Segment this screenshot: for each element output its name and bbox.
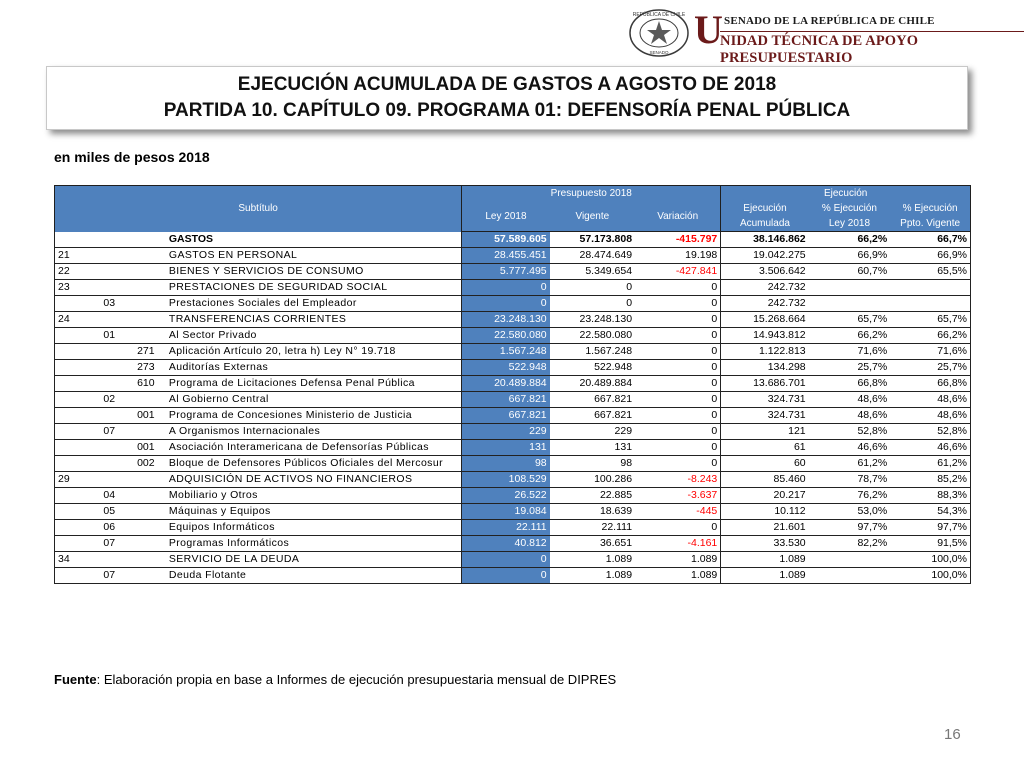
cell-ley: 19.084 — [462, 504, 550, 520]
cell-vigente: 667.821 — [550, 392, 635, 408]
cell-sub — [55, 232, 101, 248]
cell-ley: 522.948 — [462, 360, 550, 376]
cell-item — [100, 248, 134, 264]
cell-item — [100, 456, 134, 472]
cell-pct-ley: 46,6% — [809, 440, 891, 456]
cell-pct-vig: 52,8% — [890, 424, 970, 440]
cell-item — [100, 312, 134, 328]
cell-asig — [134, 568, 166, 584]
cell-sub — [55, 376, 101, 392]
cell-vigente: 0 — [550, 296, 635, 312]
cell-ejec: 60 — [721, 456, 809, 472]
cell-pct-vig — [890, 296, 970, 312]
table-row — [55, 472, 971, 488]
cell-ley: 108.529 — [462, 472, 550, 488]
cell-variacion: 0 — [635, 344, 721, 360]
cell-pct-vig: 48,6% — [890, 392, 970, 408]
cell-ley: 22.580.080 — [462, 328, 550, 344]
cell-variacion: -4.161 — [635, 536, 721, 552]
units-subtitle: en miles de pesos 2018 — [54, 149, 210, 165]
cell-asig: 001 — [134, 408, 166, 424]
cell-asig — [134, 520, 166, 536]
header-ejec-acum: Ejecución Acumulada — [721, 201, 809, 232]
cell-name: Aplicación Artículo 20, letra h) Ley N° 19.718 — [166, 344, 462, 360]
cell-variacion: 1.089 — [635, 552, 721, 568]
cell-pct-vig: 66,7% — [890, 232, 970, 248]
cell-name: ADQUISICIÓN DE ACTIVOS NO FINANCIEROS — [166, 472, 462, 488]
seal-bottom-text: SENADO — [649, 50, 669, 55]
cell-pct-vig: 66,8% — [890, 376, 970, 392]
cell-pct-ley: 66,8% — [809, 376, 891, 392]
cell-sub — [55, 408, 101, 424]
cell-asig — [134, 328, 166, 344]
cell-variacion: 0 — [635, 408, 721, 424]
cell-name: TRANSFERENCIAS CORRIENTES — [166, 312, 462, 328]
cell-item: 01 — [100, 328, 134, 344]
cell-item — [100, 472, 134, 488]
table-row — [55, 520, 971, 536]
cell-variacion: 0 — [635, 392, 721, 408]
cell-item: 05 — [100, 504, 134, 520]
table-row — [55, 344, 971, 360]
cell-sub — [55, 488, 101, 504]
cell-item — [100, 232, 134, 248]
cell-pct-ley — [809, 568, 891, 584]
cell-pct-ley: 78,7% — [809, 472, 891, 488]
table-row — [55, 360, 971, 376]
cell-pct-ley: 97,7% — [809, 520, 891, 536]
cell-name: Auditorías Externas — [166, 360, 462, 376]
cell-ejec: 324.731 — [721, 392, 809, 408]
source-label: Fuente — [54, 672, 97, 687]
cell-vigente: 229 — [550, 424, 635, 440]
cell-pct-vig: 97,7% — [890, 520, 970, 536]
cell-ley: 229 — [462, 424, 550, 440]
cell-pct-vig: 61,2% — [890, 456, 970, 472]
cell-ejec: 242.732 — [721, 280, 809, 296]
cell-asig — [134, 424, 166, 440]
table-row — [55, 248, 971, 264]
cell-ley: 23.248.130 — [462, 312, 550, 328]
cell-ley: 28.455.451 — [462, 248, 550, 264]
cell-pct-vig: 66,2% — [890, 328, 970, 344]
cell-ejec: 1.089 — [721, 552, 809, 568]
cell-variacion: 0 — [635, 424, 721, 440]
cell-ejec: 61 — [721, 440, 809, 456]
cell-pct-vig — [890, 280, 970, 296]
cell-name: BIENES Y SERVICIOS DE CONSUMO — [166, 264, 462, 280]
cell-item — [100, 376, 134, 392]
cell-sub — [55, 520, 101, 536]
cell-sub — [55, 504, 101, 520]
cell-asig — [134, 488, 166, 504]
cell-pct-ley: 52,8% — [809, 424, 891, 440]
cell-vigente: 1.567.248 — [550, 344, 635, 360]
cell-asig — [134, 264, 166, 280]
table-row — [55, 536, 971, 552]
cell-pct-vig: 25,7% — [890, 360, 970, 376]
cell-name: GASTOS EN PERSONAL — [166, 248, 462, 264]
cell-pct-vig: 88,3% — [890, 488, 970, 504]
cell-asig: 273 — [134, 360, 166, 376]
cell-name: Al Sector Privado — [166, 328, 462, 344]
cell-asig — [134, 392, 166, 408]
cell-variacion: 1.089 — [635, 568, 721, 584]
cell-pct-ley: 48,6% — [809, 408, 891, 424]
cell-vigente: 1.089 — [550, 552, 635, 568]
cell-ley: 22.111 — [462, 520, 550, 536]
cell-item: 04 — [100, 488, 134, 504]
cell-ley: 5.777.495 — [462, 264, 550, 280]
cell-variacion: 19.198 — [635, 248, 721, 264]
cell-pct-ley: 66,9% — [809, 248, 891, 264]
cell-sub: 34 — [55, 552, 101, 568]
cell-pct-vig: 71,6% — [890, 344, 970, 360]
cell-name: Asociación Interamericana de Defensorías Públicas — [166, 440, 462, 456]
cell-sub — [55, 360, 101, 376]
cell-vigente: 5.349.654 — [550, 264, 635, 280]
cell-ley: 0 — [462, 552, 550, 568]
cell-sub: 24 — [55, 312, 101, 328]
cell-pct-ley: 65,7% — [809, 312, 891, 328]
cell-sub — [55, 456, 101, 472]
cell-pct-ley: 53,0% — [809, 504, 891, 520]
cell-variacion: -445 — [635, 504, 721, 520]
cell-ejec: 21.601 — [721, 520, 809, 536]
cell-ejec: 1.089 — [721, 568, 809, 584]
cell-ley: 131 — [462, 440, 550, 456]
cell-variacion: -8.243 — [635, 472, 721, 488]
title-line-2: PARTIDA 10. CAPÍTULO 09. PROGRAMA 01: DEFENSORÍA PENAL PÚBLICA — [163, 100, 851, 121]
cell-sub — [55, 424, 101, 440]
table-row — [55, 424, 971, 440]
cell-item — [100, 264, 134, 280]
senado-seal-logo — [628, 8, 690, 58]
cell-vigente: 22.885 — [550, 488, 635, 504]
cell-item: 07 — [100, 568, 134, 584]
cell-item — [100, 408, 134, 424]
table-row — [55, 376, 971, 392]
cell-ley: 57.589.605 — [462, 232, 550, 248]
cell-variacion: 0 — [635, 280, 721, 296]
table-row — [55, 280, 971, 296]
cell-ley: 0 — [462, 296, 550, 312]
seal-text: REPÚBLICA DE CHILE — [632, 12, 686, 18]
header-presupuesto: Presupuesto 2018 — [462, 186, 721, 202]
table-row — [55, 232, 971, 248]
cell-ejec: 20.217 — [721, 488, 809, 504]
cell-vigente: 22.111 — [550, 520, 635, 536]
cell-pct-ley: 76,2% — [809, 488, 891, 504]
title-line-1: EJECUCIÓN ACUMULADA DE GASTOS A AGOSTO DE 2018 — [237, 74, 777, 95]
table-row — [55, 408, 971, 424]
cell-vigente: 667.821 — [550, 408, 635, 424]
cell-ley: 40.812 — [462, 536, 550, 552]
cell-ley: 20.489.884 — [462, 376, 550, 392]
cell-pct-ley: 71,6% — [809, 344, 891, 360]
cell-vigente: 18.639 — [550, 504, 635, 520]
cell-pct-vig: 48,6% — [890, 408, 970, 424]
table-row — [55, 440, 971, 456]
cell-ley: 1.567.248 — [462, 344, 550, 360]
cell-ley: 98 — [462, 456, 550, 472]
cell-vigente: 0 — [550, 280, 635, 296]
cell-asig — [134, 472, 166, 488]
cell-vigente: 23.248.130 — [550, 312, 635, 328]
cell-ley: 0 — [462, 568, 550, 584]
cell-sub — [55, 328, 101, 344]
budget-table — [54, 185, 971, 584]
cell-sub: 21 — [55, 248, 101, 264]
cell-asig — [134, 552, 166, 568]
cell-name: Prestaciones Sociales del Empleador — [166, 296, 462, 312]
cell-variacion: 0 — [635, 520, 721, 536]
cell-variacion: -3.637 — [635, 488, 721, 504]
table-row — [55, 568, 971, 584]
cell-name: Equipos Informáticos — [166, 520, 462, 536]
cell-pct-vig: 91,5% — [890, 536, 970, 552]
cell-variacion: 0 — [635, 376, 721, 392]
cell-pct-ley: 61,2% — [809, 456, 891, 472]
cell-asig: 610 — [134, 376, 166, 392]
cell-ejec: 15.268.664 — [721, 312, 809, 328]
cell-pct-vig: 46,6% — [890, 440, 970, 456]
cell-variacion: 0 — [635, 360, 721, 376]
cell-ejec: 85.460 — [721, 472, 809, 488]
cell-pct-ley: 25,7% — [809, 360, 891, 376]
cell-variacion: -427.841 — [635, 264, 721, 280]
cell-vigente: 98 — [550, 456, 635, 472]
cell-asig: 002 — [134, 456, 166, 472]
cell-name: A Organismos Internacionales — [166, 424, 462, 440]
cell-item — [100, 440, 134, 456]
table-row — [55, 264, 971, 280]
cell-name: Programas Informáticos — [166, 536, 462, 552]
cell-item — [100, 360, 134, 376]
header-ley: Ley 2018 — [462, 201, 550, 232]
table-row — [55, 312, 971, 328]
logo-letter: U — [694, 7, 723, 52]
cell-ley: 0 — [462, 280, 550, 296]
cell-sub — [55, 536, 101, 552]
cell-ejec: 3.506.642 — [721, 264, 809, 280]
cell-variacion: 0 — [635, 312, 721, 328]
table-row — [55, 504, 971, 520]
cell-asig — [134, 312, 166, 328]
cell-name: Deuda Flotante — [166, 568, 462, 584]
cell-vigente: 36.651 — [550, 536, 635, 552]
cell-ejec: 242.732 — [721, 296, 809, 312]
cell-name: GASTOS — [166, 232, 462, 248]
cell-vigente: 100.286 — [550, 472, 635, 488]
cell-sub: 23 — [55, 280, 101, 296]
cell-asig — [134, 536, 166, 552]
logo-senado-text: SENADO DE LA REPÚBLICA DE CHILE — [724, 15, 935, 27]
cell-pct-ley: 66,2% — [809, 328, 891, 344]
cell-pct-ley: 82,2% — [809, 536, 891, 552]
cell-vigente: 20.489.884 — [550, 376, 635, 392]
header-subtitulo: Subtítulo — [55, 186, 462, 232]
header-variacion: Variación — [635, 201, 721, 232]
cell-ejec: 1.122.813 — [721, 344, 809, 360]
table-row — [55, 488, 971, 504]
cell-name: Bloque de Defensores Públicos Oficiales del Mercosur — [166, 456, 462, 472]
table-row — [55, 328, 971, 344]
cell-ejec: 14.943.812 — [721, 328, 809, 344]
cell-item: 02 — [100, 392, 134, 408]
cell-item — [100, 552, 134, 568]
cell-name: Al Gobierno Central — [166, 392, 462, 408]
cell-item — [100, 344, 134, 360]
cell-vigente: 22.580.080 — [550, 328, 635, 344]
cell-pct-ley — [809, 296, 891, 312]
cell-asig — [134, 280, 166, 296]
cell-sub: 22 — [55, 264, 101, 280]
cell-ejec: 324.731 — [721, 408, 809, 424]
cell-name: PRESTACIONES DE SEGURIDAD SOCIAL — [166, 280, 462, 296]
cell-pct-vig: 65,7% — [890, 312, 970, 328]
cell-pct-vig: 100,0% — [890, 552, 970, 568]
cell-asig: 271 — [134, 344, 166, 360]
logo-unit-text: NIDAD TÉCNICA DE APOYO PRESUPUESTARIO — [720, 31, 1024, 67]
cell-vigente: 131 — [550, 440, 635, 456]
cell-ejec: 38.146.862 — [721, 232, 809, 248]
header-pct-vig: % Ejecución Ppto. Vigente — [890, 201, 970, 232]
cell-pct-vig: 66,9% — [890, 248, 970, 264]
cell-ejec: 121 — [721, 424, 809, 440]
source-text: : Elaboración propia en base a Informes de ejecución presupuestaria mensual de DIPRES — [96, 672, 617, 687]
cell-name: Mobiliario y Otros — [166, 488, 462, 504]
cell-sub — [55, 568, 101, 584]
cell-pct-ley — [809, 280, 891, 296]
cell-asig — [134, 248, 166, 264]
table-row — [55, 392, 971, 408]
cell-vigente: 1.089 — [550, 568, 635, 584]
cell-pct-vig: 54,3% — [890, 504, 970, 520]
cell-asig — [134, 504, 166, 520]
table-row — [55, 296, 971, 312]
table-row — [55, 552, 971, 568]
cell-item: 07 — [100, 424, 134, 440]
cell-pct-ley: 60,7% — [809, 264, 891, 280]
cell-pct-vig: 100,0% — [890, 568, 970, 584]
cell-variacion: -415.797 — [635, 232, 721, 248]
cell-pct-ley: 66,2% — [809, 232, 891, 248]
cell-sub: 29 — [55, 472, 101, 488]
cell-pct-ley — [809, 552, 891, 568]
cell-pct-vig: 85,2% — [890, 472, 970, 488]
cell-ley: 26.522 — [462, 488, 550, 504]
table-row — [55, 456, 971, 472]
cell-variacion: 0 — [635, 296, 721, 312]
title-box — [46, 66, 968, 130]
cell-name: Programa de Concesiones Ministerio de Justicia — [166, 408, 462, 424]
cell-ejec: 10.112 — [721, 504, 809, 520]
cell-item: 03 — [100, 296, 134, 312]
cell-vigente: 522.948 — [550, 360, 635, 376]
page-number: 16 — [944, 726, 961, 743]
cell-pct-vig: 65,5% — [890, 264, 970, 280]
header-pct-ley: % Ejecución Ley 2018 — [809, 201, 891, 232]
cell-ley: 667.821 — [462, 408, 550, 424]
cell-variacion: 0 — [635, 328, 721, 344]
cell-sub — [55, 296, 101, 312]
cell-variacion: 0 — [635, 456, 721, 472]
cell-sub — [55, 440, 101, 456]
cell-ejec: 13.686.701 — [721, 376, 809, 392]
cell-name: Programa de Licitaciones Defensa Penal Pública — [166, 376, 462, 392]
cell-asig — [134, 296, 166, 312]
cell-ejec: 19.042.275 — [721, 248, 809, 264]
cell-item — [100, 280, 134, 296]
cell-name: Máquinas y Equipos — [166, 504, 462, 520]
header-vigente: Vigente — [550, 201, 635, 232]
cell-vigente: 28.474.649 — [550, 248, 635, 264]
cell-ejec: 33.530 — [721, 536, 809, 552]
cell-asig: 001 — [134, 440, 166, 456]
cell-ejec: 134.298 — [721, 360, 809, 376]
source-note — [54, 672, 616, 687]
header-ejecucion: Ejecución — [721, 186, 971, 202]
cell-ley: 667.821 — [462, 392, 550, 408]
cell-asig — [134, 232, 166, 248]
cell-item: 07 — [100, 536, 134, 552]
cell-name: SERVICIO DE LA DEUDA — [166, 552, 462, 568]
cell-pct-ley: 48,6% — [809, 392, 891, 408]
cell-variacion: 0 — [635, 440, 721, 456]
cell-sub — [55, 392, 101, 408]
cell-sub — [55, 344, 101, 360]
cell-vigente: 57.173.808 — [550, 232, 635, 248]
cell-item: 06 — [100, 520, 134, 536]
